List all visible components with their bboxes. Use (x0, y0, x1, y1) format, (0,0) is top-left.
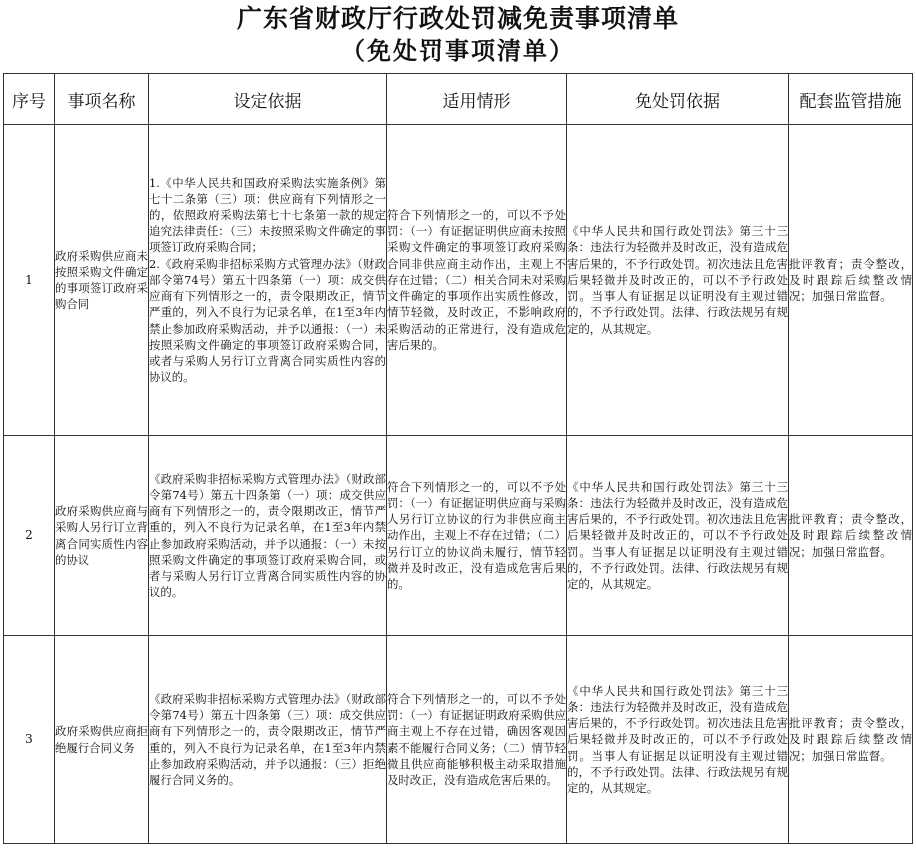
row-item-name: 政府采购供应商拒绝履行合同义务 (55, 636, 149, 844)
row-exemption-basis: 《中华人民共和国行政处罚法》第三十三条：违法行为轻微并及时改正，没有造成危害后果的，不予行政处罚。初次违法且危害后果轻微并及时改正的，可以不予行政处罚。当事人有证据足以证明没有主观过错的，不予行政处罚。法律、行政法规另有规定的，从其规定。 (567, 636, 789, 844)
row-item-name: 政府采购供应商与采购人另行订立背离合同实质性内容的协议 (55, 436, 149, 636)
table-row (4, 436, 913, 636)
exemption-table (3, 73, 913, 844)
row-applicable-circumstances: 符合下列情形之一的，可以不予处罚：（一）有证据证明政府采购供应商主观上不存在过错，确因客观因素不能履行合同义务；（二）情节轻微且供应商能够积极主动采取措施及时改正，没有造成危害后果的。 (387, 636, 567, 844)
header-exemption-basis: 免处罚依据 (567, 74, 789, 125)
header-legal-basis: 设定依据 (149, 74, 387, 125)
row-supervision-measures: 批评教育；责令整改，及时跟踪后续整改情况；加强日常监督。 (789, 436, 913, 636)
row-applicable-circumstances: 符合下列情形之一的，可以不予处罚：（一）有证据证明供应商未按照采购文件确定的事项签订政府采购合同非供应商主动作出，主观上不存在过错；（二）相关合同未对采购文件确定的事项作出实质性修改，情节轻微，及时改正，不影响政府采购活动的正常进行，没有造成危害后果的。 (387, 125, 567, 436)
header-item-name: 事项名称 (55, 74, 149, 125)
row-index: 3 (4, 636, 55, 844)
row-supervision-measures: 批评教育；责令整改，及时跟踪后续整改情况；加强日常监督。 (789, 636, 913, 844)
page-title: 广东省财政厅行政处罚减免责事项清单 (236, 4, 679, 33)
row-legal-basis: 《政府采购非招标采购方式管理办法》（财政部令第74号）第五十四条第（三）项：成交供应商有下列情形之一的，责令限期改正，情节严重的，列入不良行为记录名单，在1至3年内禁止参加政府采购活动，并予以通报：（三）拒绝履行合同义务的。 (149, 636, 387, 844)
row-index: 2 (4, 436, 55, 636)
row-item-name: 政府采购供应商未按照采购文件确定的事项签订政府采购合同 (55, 125, 149, 436)
table-row (4, 125, 913, 436)
header-index: 序号 (4, 74, 55, 125)
header-supervision-measures: 配套监管措施 (789, 74, 913, 125)
row-legal-basis: 《政府采购非招标采购方式管理办法》（财政部令第74号）第五十四条第（一）项：成交供应商有下列情形之一的，责令限期改正，情节严重的，列入不良行为记录名单，在1至3年内禁止参加政府采购活动，并予以通报：（一）未按照采购文件确定的事项签订政府采购合同，或者与采购人另行订立背离合同实质性内容的协议的。 (149, 436, 387, 636)
row-exemption-basis: 《中华人民共和国行政处罚法》第三十三条：违法行为轻微并及时改正，没有造成危害后果的，不予行政处罚。初次违法且危害后果轻微并及时改正的，可以不予行政处罚。当事人有证据足以证明没有主观过错的，不予行政处罚。法律、行政法规另有规定的，从其规定。 (567, 125, 789, 436)
page-subtitle: （免处罚事项清单） (341, 36, 575, 65)
row-index: 1 (4, 125, 55, 436)
header-applicable-circumstances: 适用情形 (387, 74, 567, 125)
row-exemption-basis: 《中华人民共和国行政处罚法》第三十三条：违法行为轻微并及时改正，没有造成危害后果的，不予行政处罚。初次违法且危害后果轻微并及时改正的，可以不予行政处罚。当事人有证据足以证明没有主观过错的，不予行政处罚。法律、行政法规另有规定的，从其规定。 (567, 436, 789, 636)
row-supervision-measures: 批评教育；责令整改，及时跟踪后续整改情况；加强日常监督。 (789, 125, 913, 436)
table-header-row (4, 74, 913, 125)
table-row (4, 636, 913, 844)
row-legal-basis: 1.《中华人民共和国政府采购法实施条例》第七十二条第（三）项：供应商有下列情形之一的，依照政府采购法第七十七条第一款的规定追究法律责任：（三）未按照采购文件确定的事项签订政府采购合同； 2.《政府采购非招标采购方式管理办法》（财政部令第74号）第五十四条第（一）项：成交供应商有下列情形之一的，责令限期改正，情节严重的，列入不良行为记录名单，在1至3年内禁止参加政府采购活动，并予以通报：（一）未按照采购文件确定的事项签订政府采购合同，或者与采购人另行订立背离合同实质性内容的协议的。 (149, 125, 387, 436)
row-applicable-circumstances: 符合下列情形之一的，可以不予处罚：（一）有证据证明供应商与采购人另行订立协议的行为非供应商主动作出，主观上不存在过错；（二）另行订立的协议尚未履行，情节轻微并及时改正，没有造成危害后果的。 (387, 436, 567, 636)
